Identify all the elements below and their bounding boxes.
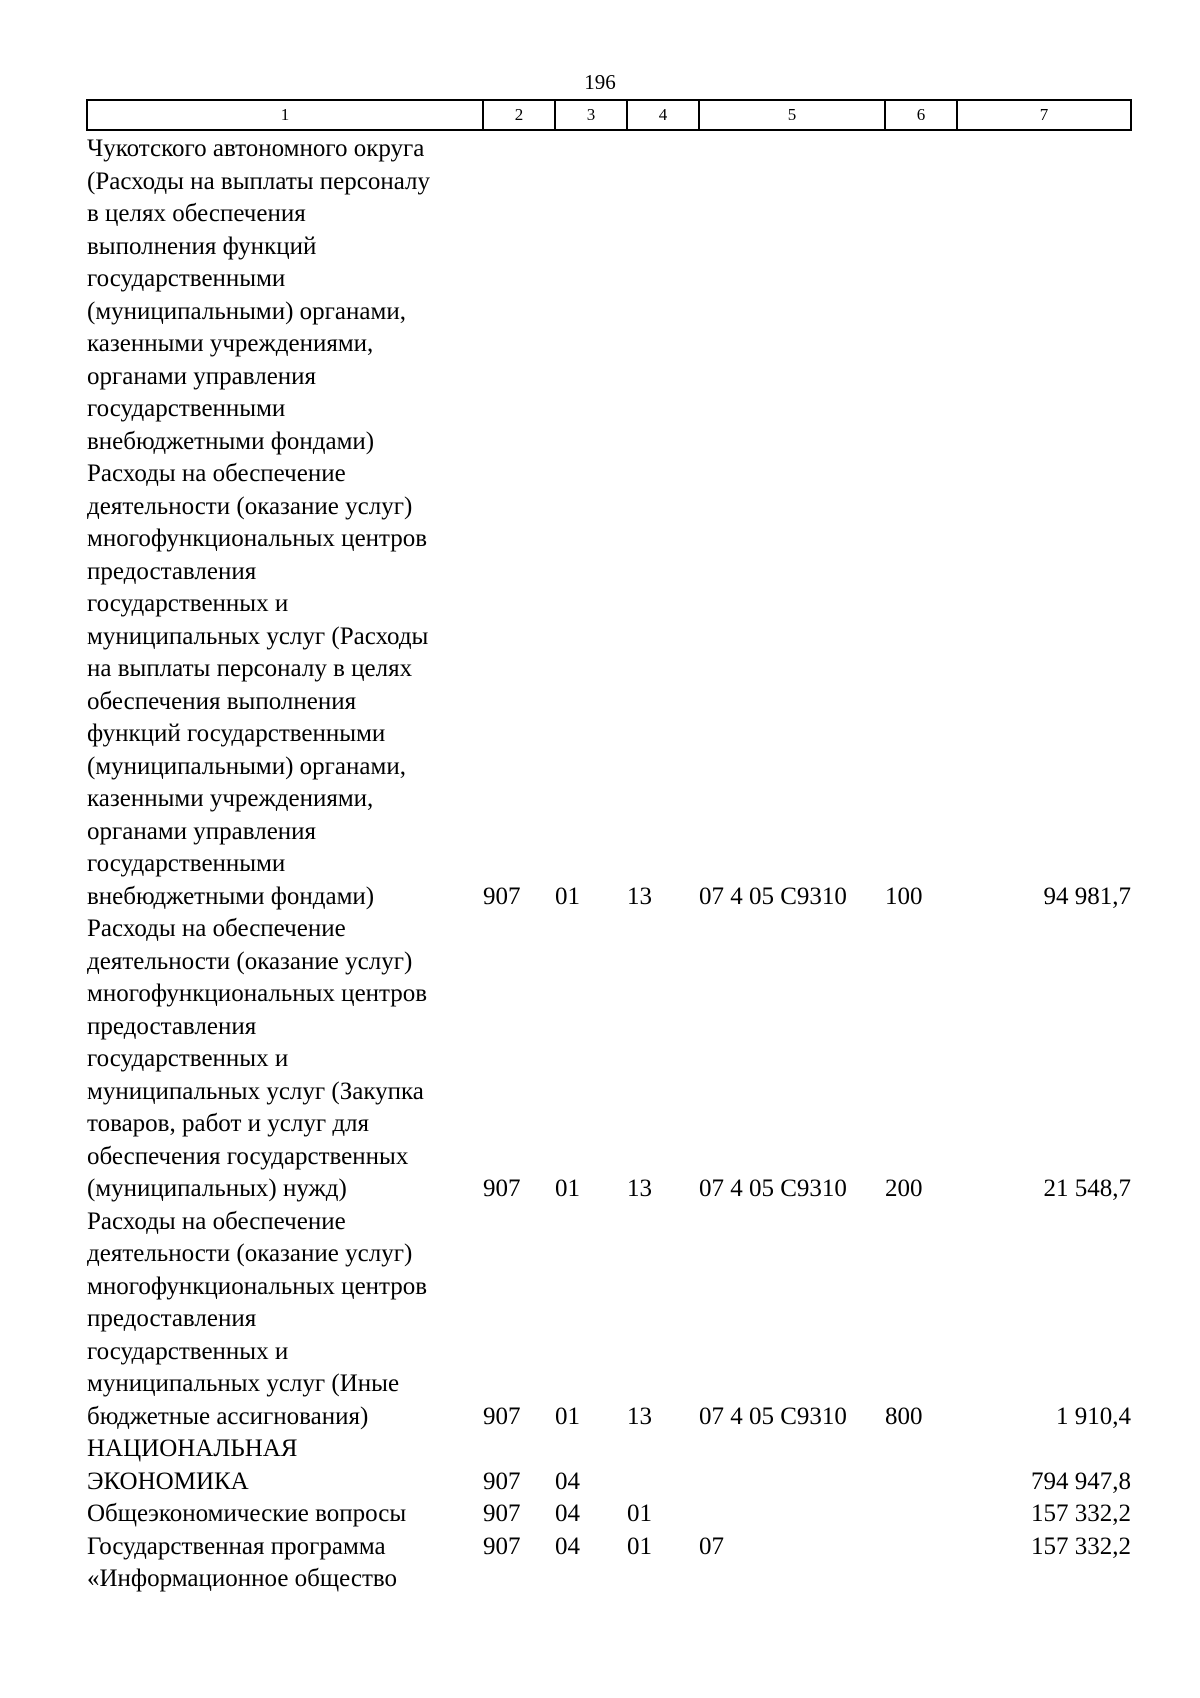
subsection-code-cell: 13 — [627, 1402, 652, 1430]
page-number: 196 — [584, 70, 616, 94]
expense-name-line: Общеэкономические вопросы — [87, 1500, 407, 1527]
table-row — [87, 913, 1131, 1206]
expense-name-line: Расходы на обеспечение — [87, 915, 346, 942]
expense-type-cell: 800 — [885, 1402, 923, 1430]
expense-name-line: органами управления — [87, 817, 317, 845]
table-row — [87, 1531, 1131, 1596]
expense-name-line: выполнения функций — [87, 232, 317, 260]
subsection-code-cell — [627, 1433, 699, 1498]
ministry-code-cell — [483, 130, 555, 458]
ministry-code-cell: 907 — [483, 1402, 521, 1430]
expense-name-cell — [87, 1498, 483, 1531]
section-code-cell: 01 — [555, 1175, 580, 1202]
expense-type-cell — [885, 1433, 957, 1498]
section-code-cell — [555, 130, 627, 458]
expense-type-cell: 100 — [885, 882, 923, 910]
subsection-code-cell: 13 — [627, 1175, 652, 1202]
target-article-cell: 07 4 05 С9310 — [699, 1175, 847, 1202]
target-article-cell — [699, 1433, 885, 1498]
amount-cell: 794 947,8 — [1031, 1467, 1131, 1495]
column-header-2: 2 — [483, 100, 555, 130]
subsection-code-cell: 13 — [627, 882, 652, 910]
expense-name-line: Чукотского автономного округа — [87, 135, 425, 162]
expense-name-line: НАЦИОНАЛЬНАЯ — [87, 1435, 298, 1462]
subsection-code-cell: 01 — [627, 1532, 652, 1560]
expense-name-line: муниципальных услуг (Иные — [87, 1370, 400, 1397]
expense-name-line: внебюджетными фондами) — [87, 427, 375, 455]
subsection-code-cell: 01 — [627, 1500, 652, 1527]
ministry-code-cell: 907 — [483, 882, 521, 910]
expense-name-line: обеспечения государственных — [87, 1142, 409, 1170]
expense-name-line: муниципальных услуг (Расходы — [87, 622, 429, 650]
expense-name-line: (муниципальными) органами, — [87, 752, 406, 780]
expense-name-line: Государственная программа — [87, 1532, 386, 1560]
expense-name-line: (муниципальными) органами, — [87, 297, 406, 325]
expense-name-line: государственных и — [87, 1337, 289, 1365]
target-article-cell — [699, 1498, 885, 1531]
expense-name-line: предоставления — [87, 1305, 257, 1332]
column-header-6: 6 — [885, 100, 957, 130]
expense-name-line: деятельности (оказание услуг) — [87, 947, 413, 975]
ministry-code-cell: 907 — [483, 1500, 521, 1527]
expense-name-line: предоставления — [87, 1012, 257, 1040]
header-row — [87, 100, 1131, 130]
expense-name-line: бюджетные ассигнования) — [87, 1402, 369, 1430]
expense-name-line: органами управления — [87, 362, 317, 390]
expense-type-cell — [885, 1498, 957, 1531]
subsection-code-cell — [627, 130, 699, 458]
column-header-4: 4 — [627, 100, 699, 130]
column-header-5: 5 — [699, 100, 885, 130]
expense-name-line: (муниципальных) нужд) — [87, 1175, 347, 1202]
table-row — [87, 1206, 1131, 1434]
amount-cell: 157 332,2 — [1031, 1532, 1131, 1560]
expense-name-cell — [87, 913, 483, 1206]
ministry-code-cell: 907 — [483, 1532, 521, 1560]
expense-name-line: казенными учреждениями, — [87, 785, 374, 812]
target-article-cell — [699, 130, 885, 458]
budget-table — [86, 99, 1132, 1596]
expense-type-cell: 200 — [885, 1175, 923, 1202]
expense-name-line: предоставления — [87, 557, 257, 585]
expense-name-line: многофункциональных центров — [87, 1272, 428, 1300]
expense-name-line: Расходы на обеспечение — [87, 1207, 346, 1235]
table-row — [87, 458, 1131, 913]
expense-name-line: многофункциональных центров — [87, 525, 428, 552]
table-row — [87, 1498, 1131, 1531]
column-header-7: 7 — [957, 100, 1131, 130]
expense-name-line: деятельности (оказание услуг) — [87, 1240, 413, 1267]
expense-name-line: государственных и — [87, 1045, 289, 1072]
target-article-cell: 07 4 05 С9310 — [699, 882, 847, 910]
expense-name-line: многофункциональных центров — [87, 980, 428, 1007]
table-header — [87, 100, 1131, 130]
expense-name-line: ЭКОНОМИКА — [87, 1467, 249, 1495]
expense-name-line: государственными — [87, 850, 286, 877]
ministry-code-cell: 907 — [483, 1175, 521, 1202]
amount-cell: 94 981,7 — [1043, 882, 1131, 910]
expense-name-cell — [87, 458, 483, 913]
amount-cell: 21 548,7 — [1043, 1175, 1131, 1202]
expense-name-line: государственных и — [87, 590, 289, 617]
section-code-cell: 01 — [555, 1402, 580, 1430]
expense-name-line: Расходы на обеспечение — [87, 460, 346, 487]
expense-name-line: «Информационное общество — [87, 1565, 398, 1592]
ministry-code-cell: 907 — [483, 1467, 521, 1495]
target-article-cell: 07 — [699, 1532, 724, 1560]
expense-name-line: (Расходы на выплаты персоналу — [87, 167, 431, 195]
table-body — [87, 130, 1131, 1596]
expense-type-cell — [885, 1531, 957, 1596]
amount-cell: 157 332,2 — [1031, 1500, 1131, 1527]
expense-name-cell — [87, 130, 483, 458]
section-code-cell: 04 — [555, 1532, 580, 1560]
column-header-3: 3 — [555, 100, 627, 130]
expense-name-line: муниципальных услуг (Закупка — [87, 1077, 424, 1105]
expense-name-cell — [87, 1433, 483, 1498]
expense-name-line: государственными — [87, 395, 286, 422]
amount-cell — [957, 130, 1131, 458]
table-row — [87, 1433, 1131, 1498]
amount-cell: 1 910,4 — [1056, 1402, 1131, 1430]
expense-name-line: внебюджетными фондами) — [87, 882, 375, 910]
expense-name-line: на выплаты персоналу в целях — [87, 655, 413, 682]
expense-name-line: функций государственными — [87, 720, 386, 747]
section-code-cell: 04 — [555, 1500, 580, 1527]
expense-name-line: казенными учреждениями, — [87, 330, 374, 357]
expense-type-cell — [885, 130, 957, 458]
table-row — [87, 130, 1131, 458]
expense-name-line: обеспечения выполнения — [87, 687, 357, 715]
section-code-cell: 04 — [555, 1467, 580, 1495]
expense-name-cell — [87, 1206, 483, 1434]
section-code-cell: 01 — [555, 882, 580, 910]
target-article-cell: 07 4 05 С9310 — [699, 1402, 847, 1430]
expense-name-cell — [87, 1531, 483, 1596]
expense-name-line: товаров, работ и услуг для — [87, 1110, 370, 1137]
expense-name-line: деятельности (оказание услуг) — [87, 492, 413, 520]
expense-name-line: государственными — [87, 265, 286, 292]
expense-name-line: в целях обеспечения — [87, 200, 306, 227]
column-header-1: 1 — [87, 100, 483, 130]
